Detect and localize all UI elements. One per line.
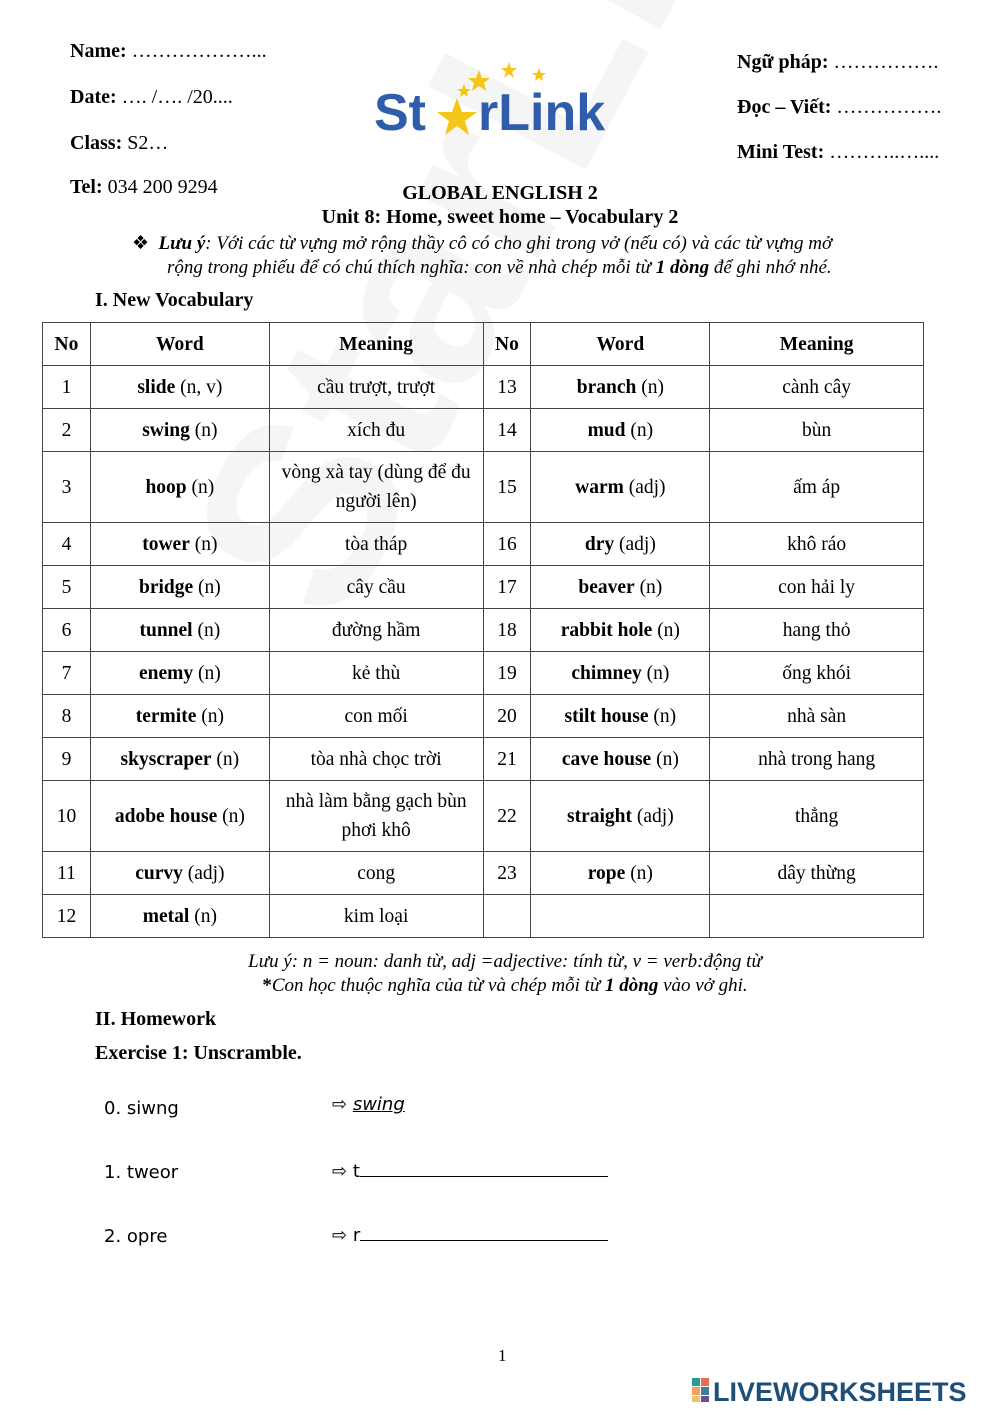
cell-no: 5: [43, 566, 91, 609]
starlink-logo: [374, 62, 639, 142]
cell-meaning: xích đu: [269, 409, 483, 452]
cell-no: 6: [43, 609, 91, 652]
exercise-answer: ⇨ t: [332, 1158, 608, 1182]
answer-input-line[interactable]: [360, 1158, 608, 1177]
cell-word: termite (n): [90, 695, 269, 738]
cell-meaning: nhà làm bằng gạch bùn phơi khô: [269, 781, 483, 852]
cell-no: 19: [483, 652, 531, 695]
cell-word: [531, 895, 710, 938]
cell-no: 11: [43, 852, 91, 895]
cell-meaning: kim loại: [269, 895, 483, 938]
cell-no: 13: [483, 366, 531, 409]
table-row: [43, 523, 924, 566]
cell-meaning: nhà sàn: [710, 695, 924, 738]
footnote: Lưu ý: n = noun: danh từ, adj =adjective: tính từ, v = verb:động từ *Con học thuộc nghĩa của từ và chép mỗi từ 1 dòng vào vở ghi.: [248, 951, 762, 996]
unit-title: Unit 8: Home, sweet home – Vocabulary 2: [321, 206, 679, 228]
cell-no: 2: [43, 409, 91, 452]
section-homework: II. Homework: [95, 1008, 217, 1030]
cell-no: 10: [43, 781, 91, 852]
exercise-question: 0. siwng: [104, 1098, 179, 1119]
col-header: No: [483, 323, 531, 366]
exercise-answer: ⇨ r: [332, 1222, 608, 1246]
exercise-1-title: Exercise 1: Unscramble.: [95, 1042, 302, 1064]
cell-word: adobe house (n): [90, 781, 269, 852]
col-header: Word: [90, 323, 269, 366]
table-row: [43, 781, 924, 852]
cell-meaning: nhà trong hang: [710, 738, 924, 781]
table-row: [43, 409, 924, 452]
cell-meaning: cây cầu: [269, 566, 483, 609]
table-row: [43, 566, 924, 609]
cell-meaning: vòng xà tay (dùng để đu người lên): [269, 452, 483, 523]
cell-no: 14: [483, 409, 531, 452]
cell-meaning: hang thỏ: [710, 609, 924, 652]
cell-no: 22: [483, 781, 531, 852]
svg-text:St: St: [374, 84, 426, 142]
liveworksheets-logo: [690, 1370, 990, 1410]
cell-no: 9: [43, 738, 91, 781]
cell-word: beaver (n): [531, 566, 710, 609]
cell-no: 3: [43, 452, 91, 523]
table-row: [43, 609, 924, 652]
cell-word: mud (n): [531, 409, 710, 452]
cell-no: [483, 895, 531, 938]
table-row: [43, 895, 924, 938]
cell-meaning: kẻ thù: [269, 652, 483, 695]
arrow-icon: ⇨: [332, 1094, 348, 1115]
table-row: [43, 695, 924, 738]
cell-word: dry (adj): [531, 523, 710, 566]
cell-word: bridge (n): [90, 566, 269, 609]
cell-word: curvy (adj): [90, 852, 269, 895]
table-row: [43, 652, 924, 695]
cell-word: slide (n, v): [90, 366, 269, 409]
cell-word: skyscraper (n): [90, 738, 269, 781]
answer-input-line[interactable]: [360, 1222, 608, 1241]
cell-word: rabbit hole (n): [531, 609, 710, 652]
cell-word: tunnel (n): [90, 609, 269, 652]
date-field: Date: …. /…. /20....: [70, 86, 233, 108]
arrow-icon: ⇨: [332, 1161, 348, 1182]
cell-meaning: cành cây: [710, 366, 924, 409]
cell-word: rope (n): [531, 852, 710, 895]
cell-no: 7: [43, 652, 91, 695]
course-title: GLOBAL ENGLISH 2: [402, 182, 598, 204]
cell-meaning: con hải ly: [710, 566, 924, 609]
cell-meaning: thẳng: [710, 781, 924, 852]
note: ❖ Lưu ý: Với các từ vựng mở rộng thầy cô có cho ghi trong vở (nếu có) và các từ vựng mở rộng trong phiếu để có chú thích nghĩa: con về nhà chép mỗi từ 1 dòng để ghi nhớ nhé.: [132, 233, 833, 278]
exercise-question: 2. opre: [104, 1226, 168, 1247]
cell-word: chimney (n): [531, 652, 710, 695]
table-header-row: [43, 323, 924, 366]
cell-meaning: cong: [269, 852, 483, 895]
table-row: [43, 366, 924, 409]
page-number: 1: [498, 1346, 507, 1365]
cell-no: 1: [43, 366, 91, 409]
vocabulary-table: [42, 322, 924, 938]
cell-no: 15: [483, 452, 531, 523]
cell-meaning: tòa nhà chọc trời: [269, 738, 483, 781]
cell-word: tower (n): [90, 523, 269, 566]
col-header: Meaning: [269, 323, 483, 366]
cell-word: cave house (n): [531, 738, 710, 781]
col-header: Word: [531, 323, 710, 366]
cell-no: 23: [483, 852, 531, 895]
cell-word: stilt house (n): [531, 695, 710, 738]
tel-field: Tel: 034 200 9294: [70, 176, 218, 198]
cell-meaning: bùn: [710, 409, 924, 452]
col-header: Meaning: [710, 323, 924, 366]
cell-meaning: khô ráo: [710, 523, 924, 566]
cell-word: hoop (n): [90, 452, 269, 523]
table-row: [43, 738, 924, 781]
cell-no: 17: [483, 566, 531, 609]
cell-no: 4: [43, 523, 91, 566]
cell-meaning: ống khói: [710, 652, 924, 695]
cell-word: branch (n): [531, 366, 710, 409]
reading-writing-score: Đọc – Viết: …………….: [737, 96, 942, 118]
table-row: [43, 852, 924, 895]
class-field: Class: S2…: [70, 132, 169, 154]
liveworksheets-icon: [692, 1378, 709, 1402]
cell-meaning: cầu trượt, trượt: [269, 366, 483, 409]
cell-meaning: con mối: [269, 695, 483, 738]
svg-text:rLink: rLink: [478, 84, 606, 142]
arrow-icon: ⇨: [332, 1225, 348, 1246]
cell-no: 8: [43, 695, 91, 738]
cell-meaning: dây thừng: [710, 852, 924, 895]
cell-word: straight (adj): [531, 781, 710, 852]
section-new-vocabulary: I. New Vocabulary: [95, 289, 254, 311]
cell-no: 16: [483, 523, 531, 566]
cell-no: 20: [483, 695, 531, 738]
cell-word: enemy (n): [90, 652, 269, 695]
cell-word: metal (n): [90, 895, 269, 938]
exercise-question: 1. tweor: [104, 1162, 179, 1183]
cell-no: 21: [483, 738, 531, 781]
name-field: Name: ………………...: [70, 40, 267, 62]
col-header: No: [43, 323, 91, 366]
exercise-answer: ⇨ swing: [332, 1094, 405, 1115]
cell-meaning: tòa tháp: [269, 523, 483, 566]
cell-no: 12: [43, 895, 91, 938]
cell-no: 18: [483, 609, 531, 652]
mini-test-score: Mini Test: ………..…....: [737, 141, 940, 163]
cell-meaning: [710, 895, 924, 938]
star-icon: [437, 98, 477, 135]
cell-meaning: đường hầm: [269, 609, 483, 652]
cell-meaning: ấm áp: [710, 452, 924, 523]
svg-text:LIVEWORKSHEETS: LIVEWORKSHEETS: [713, 1377, 967, 1407]
table-row: [43, 452, 924, 523]
cell-word: warm (adj): [531, 452, 710, 523]
grammar-score: Ngữ pháp: …………….: [737, 51, 939, 73]
cell-word: swing (n): [90, 409, 269, 452]
